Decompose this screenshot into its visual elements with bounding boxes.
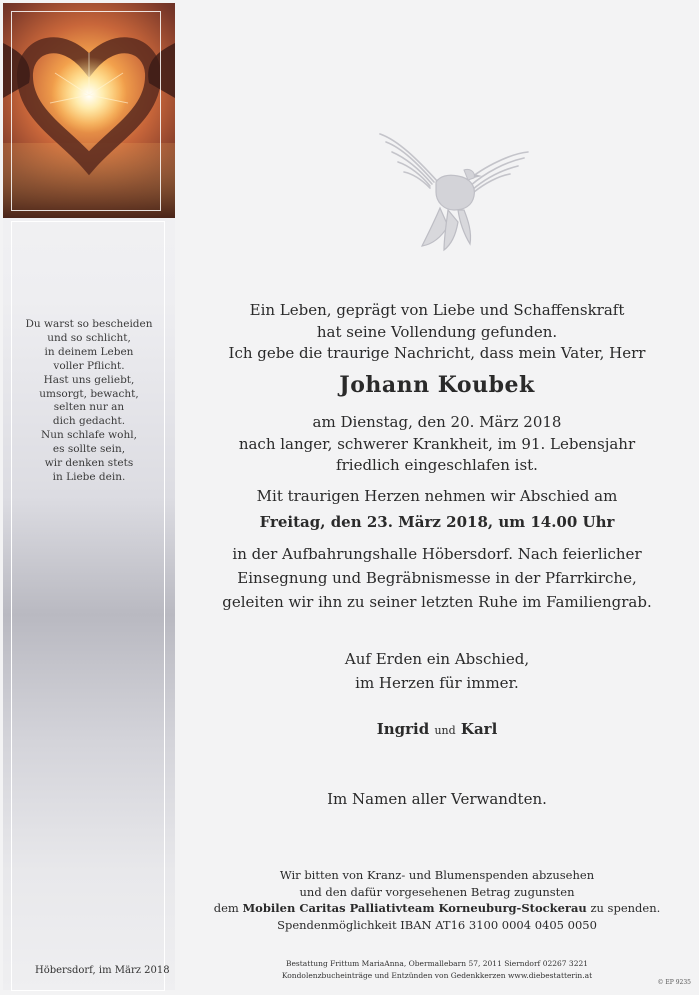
farewell-line: Mit traurigen Herzen nehmen wir Abschied am (256, 487, 618, 505)
footer (175, 958, 699, 981)
poem (3, 318, 175, 485)
quote-line: Auf Erden ein Abschied, (344, 650, 530, 668)
poem-line: voller Pflicht. (53, 359, 125, 372)
ceremony-line: geleiten wir ihn zu seiner letzten Ruhe im Familiengrab. (222, 593, 652, 611)
mourner-name: Ingrid (376, 720, 430, 738)
donation-line (175, 900, 699, 917)
intro-line: Ein Leben, geprägt von Liebe und Schaffenskraft (249, 301, 625, 319)
donation-iban: Spendenmöglichkeit IBAN AT16 3100 0004 0405 0050 (277, 917, 597, 932)
poem-line: selten nur an (53, 401, 125, 414)
poem-line: Du warst so bescheiden (25, 318, 153, 330)
place-date: Höbersdorf, im März 2018 (35, 965, 170, 976)
intro-line: hat seine Vollendung gefunden. (316, 322, 558, 341)
ceremony (175, 542, 699, 614)
intro-line: Ich gebe die traurige Nachricht, dass mein Vater, Herr (228, 344, 646, 362)
footer-line: Bestattung Frittum MariaAnna, Obermallebarn 57, 2011 Sierndorf 02267 3221 (285, 959, 589, 968)
poem-line: und so schlicht, (47, 331, 131, 344)
footer-line: Kondolenzbucheinträge und Entzünden von Gedenkkerzen www.diebestatterin.at (281, 970, 593, 980)
death-line: nach langer, schwerer Krankheit, im 91. Lebensjahr (238, 434, 636, 453)
dove-icon (378, 130, 530, 252)
poem-line: dich gedacht. (52, 415, 126, 428)
poem-line: in deinem Leben (44, 345, 134, 358)
poem-line: Nun schlafe wohl, (41, 429, 137, 442)
ceremony-line: Einsegnung und Begräbnismesse in der Pfarrkirche, (237, 569, 637, 587)
death-line: am Dienstag, den 20. März 2018 (312, 413, 562, 431)
poem-line: umsorgt, bewacht, (39, 387, 139, 400)
quote (175, 647, 699, 695)
print-code: © EP 9235 (657, 979, 691, 986)
ceremony-line: in der Aufbahrungshalle Höbersdorf. Nach feierlicher (232, 545, 642, 563)
relatives-line: Im Namen aller Verwandten. (327, 790, 547, 808)
intro (175, 300, 699, 365)
mourners (175, 720, 699, 738)
poem-line: es sollte sein, (52, 443, 126, 456)
poem-line: Hast uns geliebt, (43, 373, 135, 386)
deceased-name: Johann Koubek (339, 372, 535, 398)
death-notice (175, 412, 699, 477)
donation-post: zu spenden. (590, 901, 661, 915)
donation-request (175, 867, 699, 933)
mourner-connector: und (434, 724, 456, 737)
death-line: friedlich eingeschlafen ist. (336, 456, 538, 474)
donation-organization: Mobilen Caritas Palliativteam Korneuburg-Stockerau (242, 901, 587, 915)
quote-line: im Herzen für immer. (355, 674, 519, 692)
donation-line: Wir bitten von Kranz- und Blumenspenden abzusehen (279, 868, 595, 882)
donation-pre: dem (213, 901, 239, 915)
donation-line: und den dafür vorgesehenen Betrag zugunsten (299, 884, 575, 899)
photo-frame (11, 11, 161, 211)
poem-line: wir denken stets (44, 457, 134, 470)
mourner-name: Karl (460, 720, 498, 738)
funeral-date: Freitag, den 23. März 2018, um 14.00 Uhr (259, 513, 615, 531)
heart-hands-photo (3, 3, 175, 218)
poem-line: in Liebe dein. (52, 470, 126, 483)
